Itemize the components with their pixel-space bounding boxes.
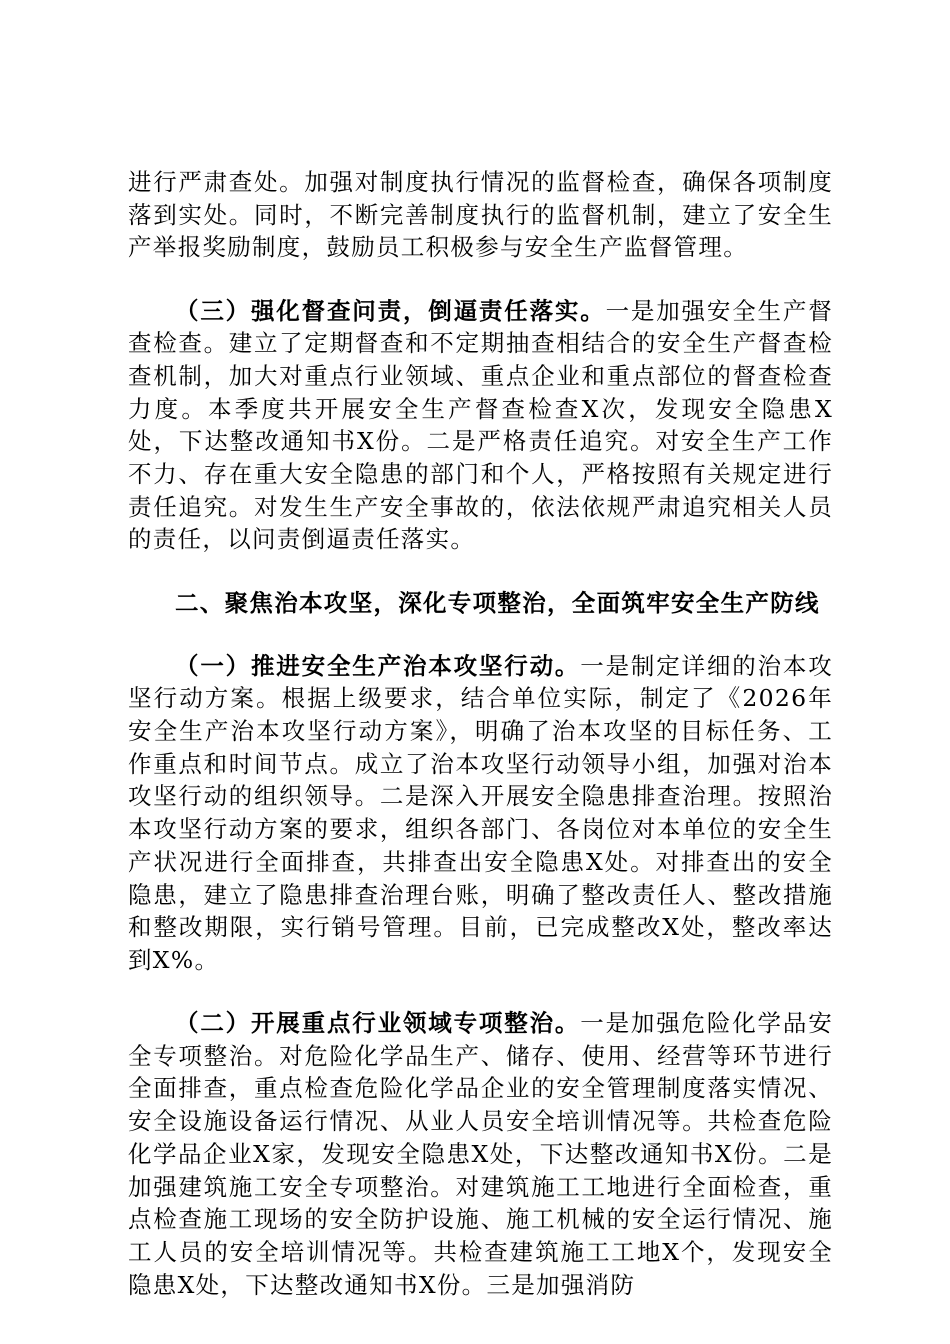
paragraph-section-2 (128, 1007, 833, 1301)
section-lead-heading: （三）强化督查问责，倒逼责任落实。 (175, 296, 606, 325)
paragraph-section-3 (128, 295, 833, 557)
section-lead-heading: （二）开展重点行业领域专项整治。 (175, 1009, 581, 1038)
paragraph-text: 一是制定详细的治本攻坚行动方案。根据上级要求，结合单位实际，制定了《2026年安全生产治本攻坚行动方案》，明确了治本攻坚的目标任务、工作重点和时间节点。成立了治本攻坚行动领导小组，加强对治本攻坚行动的组织领导。二是深入开展安全隐患排查治理。按照治本攻坚行动方案的要求，组织各部门、各岗位对本单位的安全生产状况进行全面排查，共排查出安全隐患X处。对排查出的安全隐患，建立了隐患排查治理台账，明确了整改责任人、整改措施和整改期限，实行销号管理。目前，已完成整改X处，整改率达到X%。 (128, 651, 833, 974)
paragraph-section-1 (128, 650, 833, 977)
paragraph-text: 进行严肃查处。加强对制度执行情况的监督检查，确保各项制度落到实处。同时，不断完善制度执行的监督机制，建立了安全生产举报奖励制度，鼓励员工积极参与安全生产监督管理。 (128, 168, 833, 262)
document-page (128, 166, 833, 1332)
paragraph-text: 一是加强安全生产督查检查。建立了定期督查和不定期抽查相结合的安全生产督查检查机制，加大对重点行业领域、重点企业和重点部位的督查检查力度。本季度共开展安全生产督查检查X次，发现安全隐患X处，下达整改通知书X份。二是严格责任追究。对安全生产工作不力、存在重大安全隐患的部门和个人，严格按照有关规定进行责任追究。对发生生产安全事故的，依法依规严肃追究相关人员的责任，以问责倒逼责任落实。 (128, 296, 833, 554)
section-lead-heading: （一）推进安全生产治本攻坚行动。 (175, 651, 581, 680)
chapter-heading: 二、聚焦治本攻坚，深化专项整治，全面筑牢安全生产防线 (175, 588, 820, 617)
paragraph-continuation (128, 166, 833, 264)
paragraph-text: 一是加强危险化学品安全专项整治。对危险化学品生产、储存、使用、经营等环节进行全面排查，重点检查危险化学品企业的安全管理制度落实情况、安全设施设备运行情况、从业人员安全培训情况等。共检查危险化学品企业X家，发现安全隐患X处，下达整改通知书X份。二是加强建筑施工安全专项整治。对建筑施工工地进行全面检查，重点检查施工现场的安全防护设施、施工机械的安全运行情况、施工人员的安全培训情况等。共检查建筑施工工地X个，发现安全隐患X处，下达整改通知书X份。三是加强消防 (128, 1009, 833, 1299)
